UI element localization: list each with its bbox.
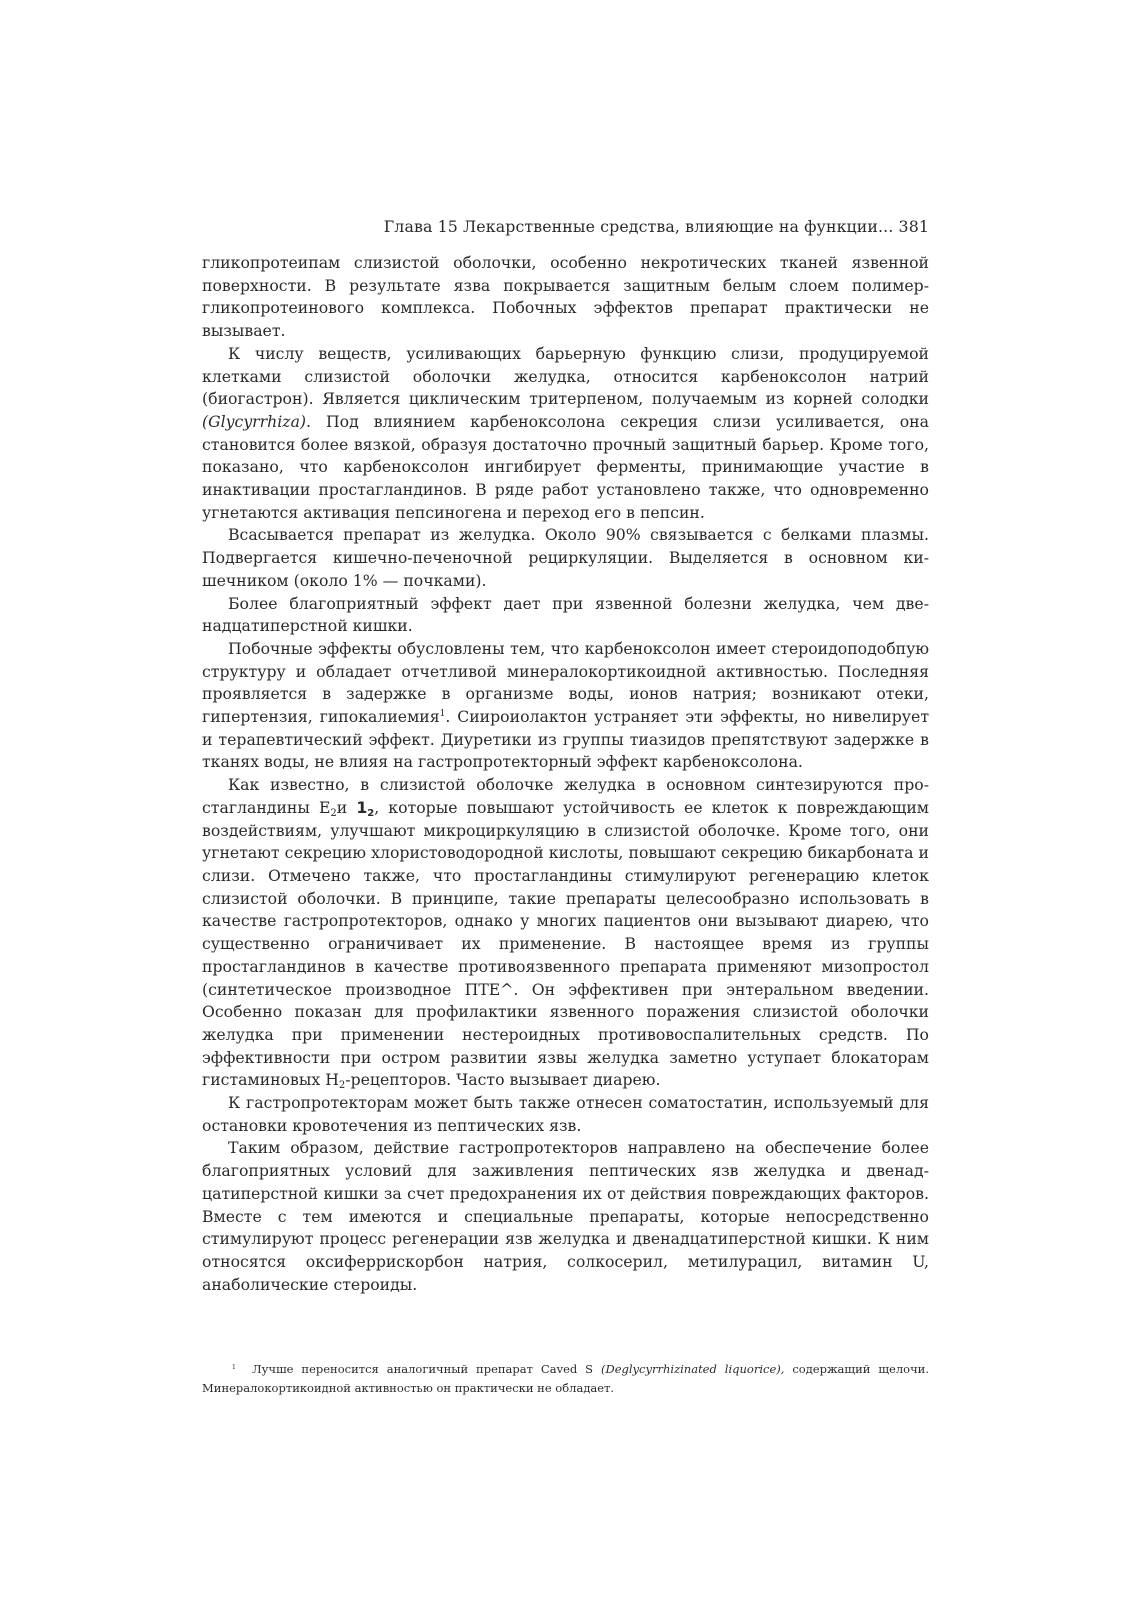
footnote (202, 1359, 929, 1397)
text: Как известно, в слизистой оболочке желудка в основном синтезируются простагландины Е (202, 775, 929, 817)
text: Всасывается препарат из желудка. Около 90% связывается с белками плазмы. Подвергается кишечно-печеночной рециркуляции. Выделяется в основном кишечником (около 1% — почками). (202, 525, 929, 590)
footnote-mark: 1 (232, 1364, 236, 1371)
paragraph (202, 593, 929, 638)
footnote-text: Лучше переносится аналогичный препарат Caved S (252, 1362, 601, 1376)
paragraph (202, 638, 929, 774)
text: -рецепторов. Часто вызывает диарею. (345, 1070, 661, 1090)
body-text (202, 252, 929, 1296)
text: , которые повышают устойчивость ее клеток к повреждающим воздействиям, улучшают микроциркуляцию в слизистой оболочке. Кроме того, они угнетают секрецию хлористоводородной кислоты, повышают секрецию бикарбоната и слизи. Отмечено также, что простагландины стимулируют регенерацию клеток слизистой оболочки. В принципе, такие препараты целесообразно использовать в качестве гастропротекторов, однако у многих пациентов они вызывают диарею, что существенно ограничивает их применение. В настоящее время из группы простагландинов в качестве противоязвенного препарата применяют мизопростол (синтетическое производное ПТЕ^. Он эффективен при энтеральном введении. Особенно показан для профилактики язвенного поражения слизистой оболочки желудка при применении нестероидных противовоспалительных средств. По эффективности при остром развитии язвы желудка заметно уступает блокаторам гистаминовых Н (202, 797, 929, 1090)
text: Под влиянием карбеноксолона секреция слизи усиливается, она становится более вязкой, образуя достаточно прочный защитный барьер. Кроме того, показано, что карбеноксолон ингибирует ферменты, принимающие участие в инактивации простагландинов. В ряде работ установлено также, что одновременно угнетаются активация пепсиногена и переход его в пепсин. (202, 411, 929, 522)
bold-symbol: 1 (356, 797, 368, 817)
paragraph (202, 343, 929, 525)
text: Таким образом, действие гастропротекторов направлено на обеспечение более благоприятных условий для заживления пептических язв желудка и двенадцатиперстной кишки за счет предохранения их от действия повреждающих факторов. Вместе с тем имеются и специальные препараты, которые непосредственно стимулируют процесс регенерации язв желудка и двенадцатиперстной кишки. К ним относятся оксиферрискорбон натрия, солкосерил, метилурацил, витамин U, анаболические стероиды. (202, 1138, 929, 1294)
paragraph (202, 524, 929, 592)
footnote-latin: (Deglycyrrhizinated liquorice), (601, 1362, 785, 1376)
text: К числу веществ, усиливающих барьерную функцию слизи, продуцируемой клетками слизистой оболочки желудка, относится карбеноксолон натрий (биогастрон). Является циклическим тритерпеном, получаемым из корней солодки (202, 343, 929, 409)
latin-name: (Glycyrrhiza). (202, 411, 312, 431)
subscript: 2 (338, 1080, 346, 1092)
text: . Сиироиолактон устраняет эти эффекты, но нивелирует и терапевтический эффект. Диуретики из группы тиазидов препятствуют задержке в тканях воды, не влияя на гастропротекторный эффект карбеноксолона. (202, 707, 929, 772)
paragraph (202, 774, 929, 1092)
text: Побочные эффекты обусловлены тем, что карбеноксолон имеет стероидоподобпую структуру и обладает отчетливой минералокортикоидной активностью. Последняя проявляется в задержке в организме воды, ионов натрия; возникают отеки, гипертензия, гипокалиемия (202, 638, 929, 727)
subscript: 2 (330, 807, 337, 819)
text: и (336, 797, 357, 817)
subscript: 2 (367, 807, 375, 819)
paragraph (202, 1092, 929, 1137)
footnote-ref: 1 (439, 709, 446, 720)
footnote-text: содержащий щелочи. Минералокортикоидной активностью он практически не обладает. (202, 1362, 929, 1395)
text: К гастропротекторам может быть также отнесен соматостатин, используемый для остановки кровотечения из пептических язв. (202, 1093, 929, 1135)
text: Более благоприятный эффект дает при язвенной болезни желудка, чем двенадцатиперстной кишки. (202, 593, 929, 636)
paragraph (202, 1137, 929, 1296)
running-header: Глава 15 Лекарственные средства, влияющие на функции... 381 (383, 217, 929, 236)
paragraph (202, 252, 929, 343)
text: гликопротеипам слизистой оболочки, особенно некротических тканей язвенной поверхности. В результате язва покрывается защитным белым слоем полимер-гликопротеинового комплекса. Побочных эффектов препарат практически не вызывает. (202, 253, 929, 341)
